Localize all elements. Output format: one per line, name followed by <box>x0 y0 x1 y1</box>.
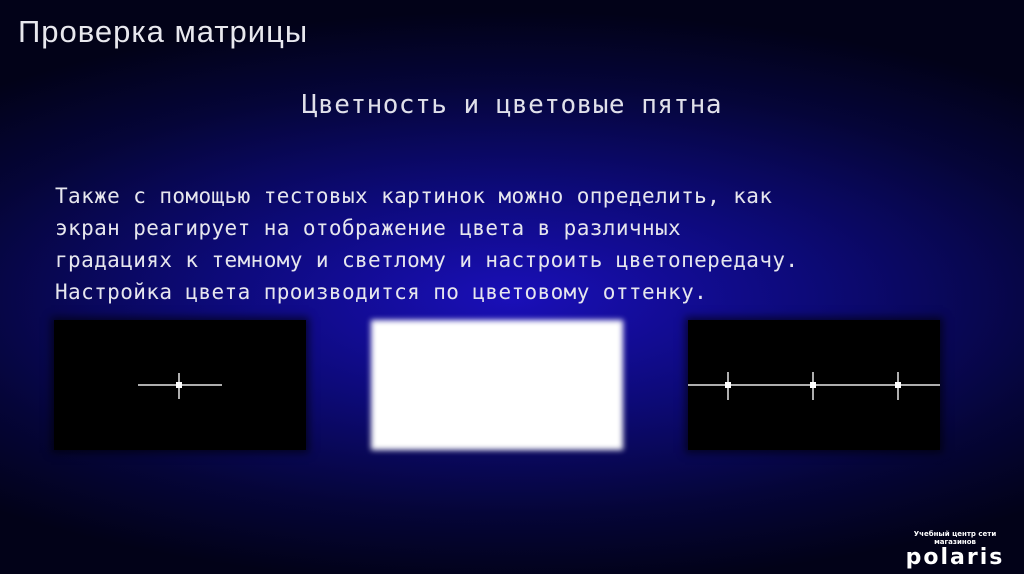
slide-subtitle: Цветность и цветовые пятна <box>302 90 722 120</box>
body-line: Настройка цвета производится по цветовому оттенку. <box>55 280 708 304</box>
crosshair-graphic <box>54 320 306 450</box>
brand-caption: Учебный центр сети магазинов <box>913 530 997 546</box>
polaris-logo: polaris <box>905 545 1005 570</box>
test-image-black-triple-cross <box>688 320 940 450</box>
body-text <box>55 180 975 308</box>
body-line: экран реагирует на отображение цвета в различных <box>55 216 682 240</box>
brand-logo-block <box>892 530 1018 570</box>
body-line: градациях к темному и светлому и настроить цветопередачу. <box>55 248 799 272</box>
test-image-white-field <box>371 320 623 450</box>
test-image-black-single-cross <box>54 320 306 450</box>
slide-title: Проверка матрицы <box>18 14 309 49</box>
crosshair-line-graphic <box>688 320 940 450</box>
body-line: Также с помощью тестовых картинок можно определить, как <box>55 184 773 208</box>
